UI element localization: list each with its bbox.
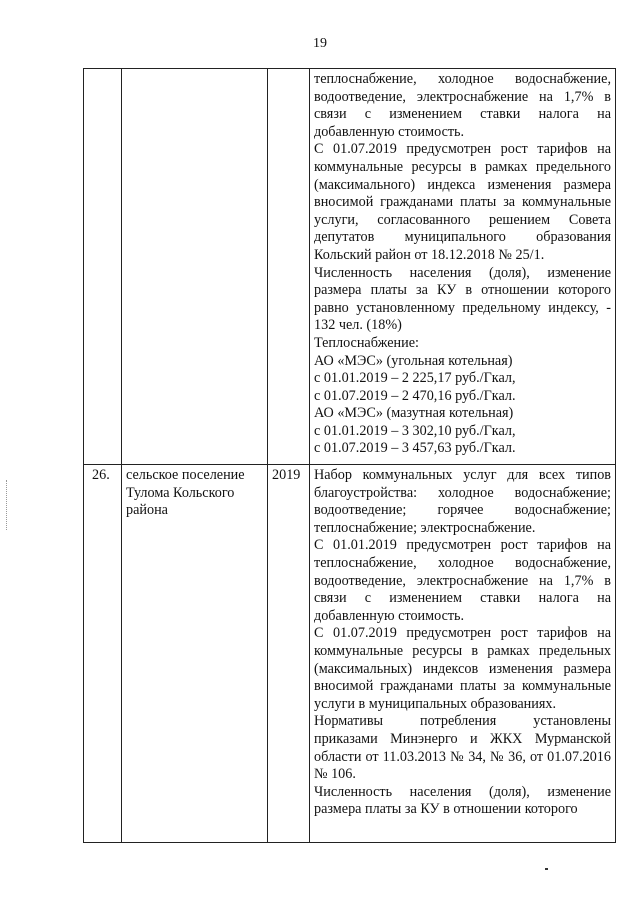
row-description — [310, 465, 616, 843]
description-paragraph: Нормативы потребления установлены приказами Минэнерго и ЖКХ Мурманской области от 11.03.2013 № 34, № 36, от 01.07.2016 № 106. — [314, 713, 611, 783]
description-paragraph: АО «МЭС» (мазутная котельная) — [314, 405, 514, 422]
table-row — [84, 465, 616, 843]
page-number: 19 — [313, 36, 327, 51]
description-paragraph: с 01.01.2019 – 3 302,10 руб./Гкал, — [314, 422, 516, 439]
row-number — [84, 69, 122, 465]
scan-speck — [545, 868, 548, 870]
description-paragraph: Численность населения (доля), изменение размера платы за КУ в отношении которого — [314, 783, 611, 818]
description-paragraph: с 01.01.2019 – 2 225,17 руб./Гкал, — [314, 370, 516, 387]
scan-margin-mark — [6, 480, 9, 530]
description-paragraph: Набор коммунальных услуг для всех типов благоустройства: холодное водоснабжение; водоотведение; горячее водоснабжение; теплоснабжение; электроснабжение. — [314, 467, 611, 536]
tariff-table — [83, 68, 616, 843]
municipality-name: сельское поселение Тулома Кольского района — [122, 465, 268, 843]
row-year: 2019 — [268, 465, 310, 843]
row-description — [310, 69, 616, 465]
description-paragraph: с 01.07.2019 – 2 470,16 руб./Гкал. — [314, 387, 516, 404]
description-paragraph: АО «МЭС» (угольная котельная) — [314, 352, 513, 369]
row-year — [268, 69, 310, 465]
row-number: 26. — [84, 465, 122, 843]
description-paragraph: с 01.07.2019 – 3 457,63 руб./Гкал. — [314, 440, 516, 457]
description-paragraph: теплоснабжение, холодное водоснабжение, водоотведение, электроснабжение на 1,7% в связи с изменением ставки налога на добавленную стоимость. — [314, 71, 611, 140]
description-paragraph: Численность населения (доля), изменение размера платы за КУ в отношении которого равно установленному предельному индексу, - 132 чел. (18%) — [314, 264, 611, 334]
description-paragraph: Теплоснабжение: — [314, 334, 419, 351]
description-paragraph: С 01.01.2019 предусмотрен рост тарифов на теплоснабжение, холодное водоснабжение, водоотведение, электроснабжение на 1,7% в связи с изменением ставки налога на добавленную стоимость. — [314, 537, 611, 624]
municipality-name — [122, 69, 268, 465]
table-row — [84, 69, 616, 465]
description-paragraph: С 01.07.2019 предусмотрен рост тарифов на коммунальные ресурсы в рамках предельного (максимального) индекса изменения размера вносимой гражданами платы за коммунальные услуги, согласованного решением Совета депутатов муниципального образования Кольский район от 18.12.2018 № 25/1. — [314, 141, 611, 263]
description-paragraph: С 01.07.2019 предусмотрен рост тарифов на коммунальные ресурсы в рамках предельных (максимальных) индексов изменения размера вносимой гражданами платы за коммунальные услуги в муниципальных образованиях. — [314, 625, 611, 712]
